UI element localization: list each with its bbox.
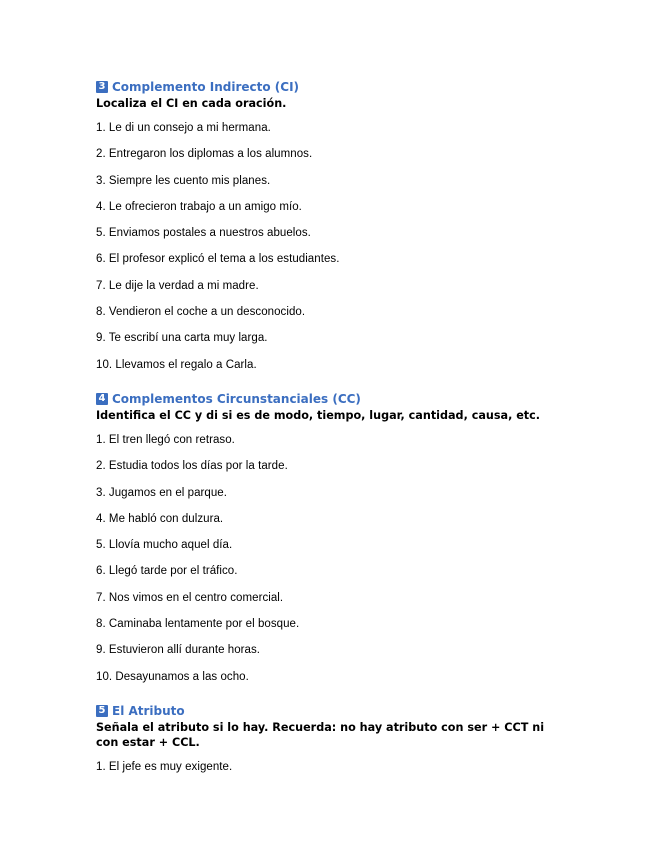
exercise-item: 6. El profesor explicó el tema a los estudiantes.: [96, 253, 340, 266]
exercise-item: 2. Entregaron los diplomas a los alumnos.: [96, 148, 313, 161]
exercise-item: 10. Llevamos el regalo a Carla.: [96, 358, 257, 371]
exercise-item: 7. Le dije la verdad a mi madre.: [96, 279, 259, 292]
exercise-item: 9. Estuvieron allí durante horas.: [96, 644, 261, 657]
exercise-item: 2. Estudia todos los días por la tarde.: [96, 460, 288, 473]
document-page: [96, 78, 566, 786]
exercise-item: 6. Llegó tarde por el tráfico.: [96, 565, 238, 578]
exercise-item: 4. Le ofrecieron trabajo a un amigo mío.: [96, 200, 302, 213]
section-heading: [96, 390, 566, 408]
exercise-item: 5. Llovía mucho aquel día.: [96, 539, 233, 552]
section-number-icon: 3: [96, 81, 108, 93]
exercise-item: 1. Le di un consejo a mi hermana.: [96, 122, 271, 134]
section-number-icon: 5: [96, 705, 108, 717]
exercise-item: 8. Vendieron el coche a un desconocido.: [96, 306, 306, 319]
exercise-item: 7. Nos vimos en el centro comercial.: [96, 591, 284, 604]
exercise-item: 1. El jefe es muy exigente.: [96, 760, 233, 773]
section-instruction: Localiza el CI en cada oración.: [96, 97, 287, 110]
exercise-item: 3. Jugamos en el parque.: [96, 486, 227, 499]
exercise-list: [96, 760, 566, 786]
exercise-item: 3. Siempre les cuento mis planes.: [96, 174, 271, 187]
exercise-list: [96, 121, 566, 384]
section-heading: [96, 702, 566, 720]
section-5: [96, 702, 566, 786]
section-4: [96, 390, 566, 696]
exercise-item: 5. Enviamos postales a nuestros abuelos.: [96, 227, 311, 240]
section-instruction: Identifica el CC y di si es de modo, tiempo, lugar, cantidad, causa, etc.: [96, 408, 541, 422]
section-3: [96, 78, 566, 384]
exercise-item: 8. Caminaba lentamente por el bosque.: [96, 618, 300, 631]
section-instruction: Señala el atributo si lo hay. Recuerda: no hay atributo con ser + CCT ni con estar + CCL.: [96, 720, 545, 749]
exercise-list: [96, 433, 566, 696]
section-title: Complemento Indirecto (CI): [112, 80, 300, 94]
exercise-item: 9. Te escribí una carta muy larga.: [96, 332, 268, 345]
exercise-item: 10. Desayunamos a las ocho.: [96, 670, 249, 683]
section-number-icon: 4: [96, 393, 108, 405]
section-title: El Atributo: [112, 703, 185, 718]
exercise-item: 4. Me habló con dulzura.: [96, 512, 224, 525]
exercise-item: 1. El tren llegó con retraso.: [96, 433, 235, 446]
section-title: Complementos Circunstanciales (CC): [112, 391, 361, 406]
section-heading: [96, 78, 566, 96]
